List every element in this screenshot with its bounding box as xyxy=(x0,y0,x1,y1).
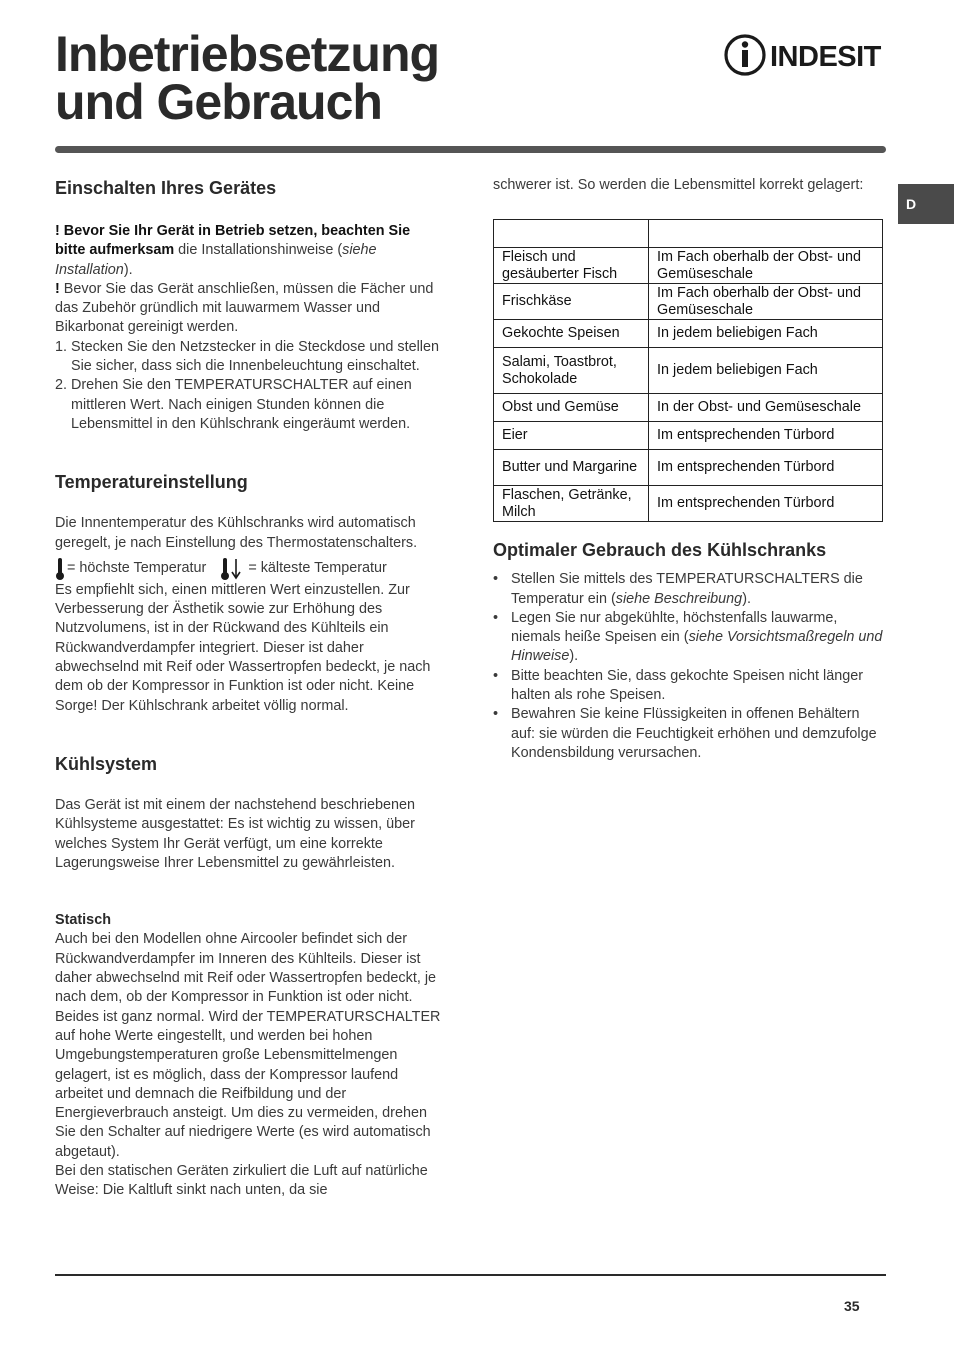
food-cell: Frischkäse xyxy=(494,284,649,320)
step-text: Drehen Sie den TEMPERATURSCHALTER auf einen mittleren Wert. Nach einigen Stunden können die Lebensmittel in den Kühlschrank eingeräumt werden. xyxy=(71,377,412,432)
food-cell: Butter und Margarine xyxy=(494,450,649,486)
temperature-legend xyxy=(55,557,443,581)
page-title-line-1: Inbetriebsetzung xyxy=(55,26,440,82)
warning-reference: siehe Installation xyxy=(55,242,377,278)
warning-text-end: ). xyxy=(123,261,133,278)
tip-reference: siehe Vorsichtsmaßregeln und Hinweise xyxy=(511,629,883,665)
page-title-line-2: und Gebrauch xyxy=(55,74,382,130)
heading-temperatureinstellung: Temperatureinstellung xyxy=(55,472,248,493)
table-header-cell xyxy=(494,220,649,248)
list-item xyxy=(493,705,887,763)
step-number: 1. xyxy=(55,338,68,355)
list-item xyxy=(493,667,887,706)
food-cell: Eier xyxy=(494,422,649,450)
bullet: • xyxy=(493,571,499,588)
place-cell: In jedem beliebigen Fach xyxy=(649,348,883,394)
heading-einschalten: Einschalten Ihres Gerätes xyxy=(55,178,277,198)
table-row xyxy=(494,248,883,284)
table-row xyxy=(494,486,883,522)
footer-divider xyxy=(55,1274,886,1276)
header-divider xyxy=(55,146,886,153)
page-number: 35 xyxy=(844,1298,860,1314)
food-cell: Gekochte Speisen xyxy=(494,320,649,348)
tip-text: Bitte beachten Sie, dass gekochte Speisen nicht länger halten als rohe Speisen. xyxy=(511,667,864,704)
indesit-logo-icon xyxy=(722,32,884,78)
indesit-logo xyxy=(722,32,884,78)
food-cell: Fleisch und gesäuberter Fisch xyxy=(494,248,649,284)
place-cell: Im entsprechenden Türbord xyxy=(649,486,883,522)
table-header-row xyxy=(494,220,883,248)
temperature-intro: Die Innentemperatur des Kühlschranks wird automatisch geregelt, je nach Einstellung des Thermostatenschalters. xyxy=(55,515,418,551)
thermometer-max-icon xyxy=(55,557,65,581)
table-row xyxy=(494,348,883,394)
table-row xyxy=(494,320,883,348)
bullet: • xyxy=(493,609,499,626)
place-cell: Im entsprechenden Türbord xyxy=(649,422,883,450)
heading-kuehlsystem: Kühlsystem xyxy=(55,753,158,774)
warning-mark: ! xyxy=(55,223,60,239)
tip-text-end: ). xyxy=(569,648,579,665)
kuehlsystem-intro: Das Gerät ist mit einem der nachstehend beschriebenen Kühlsysteme ausgestattet: Es ist wichtig zu wissen, über welches System Ihr Gerät verfügt, um eine korrekte Lagerungsweise Ihrer Lebensmittel zu gewährleisten. xyxy=(55,796,415,871)
place-cell: Im Fach oberhalb der Obst- und Gemüseschale xyxy=(649,284,883,320)
list-item xyxy=(55,338,443,377)
tip-text: Legen Sie nur abgekühlte, höchstenfalls lauwarme, niemals heiße Speisen ein ( xyxy=(511,609,838,646)
food-cell: Flaschen, Getränke, Milch xyxy=(494,486,649,522)
table-row xyxy=(494,394,883,422)
table-header-cell xyxy=(649,220,883,248)
warning-cleaning xyxy=(55,280,443,338)
tip-text: Stellen Sie mittels des TEMPERATURSCHALTERS die Temperatur ein ( xyxy=(511,571,863,607)
list-item xyxy=(493,609,887,667)
place-cell: In der Obst- und Gemüseschale xyxy=(649,394,883,422)
place-cell: In jedem beliebigen Fach xyxy=(649,320,883,348)
statisch-body: Auch bei den Modellen ohne Aircooler befindet sich der Rückwandverdampfer im Inneren des Kühlteils. Dieser ist daher abwechselnd mit Reif oder Wassertropfen bedeckt, je nach dem, ob der Kompressor in Funktion ist oder nicht. Beides ist ganz normal. Wird der TEMPERATURSCHALTER auf hohe Werte eingestellt, und werden bei hohen Umgebungstemperaturen große Lebensmittelmengen gelagert, ist es möglich, dass der Kompressor laufend arbeitet und demnach die Reifbildung und der Energieverbrauch ansteigt. Um dies zu vermeiden, drehen Sie den Schalter auf niedrigere Werte (es wird automatisch abgetaut). xyxy=(55,931,441,1160)
bullet: • xyxy=(493,706,499,723)
setup-steps xyxy=(55,338,443,434)
food-cell: Obst und Gemüse xyxy=(494,394,649,422)
list-item xyxy=(493,570,887,609)
max-temp-label: = höchste Temperatur xyxy=(67,560,207,577)
tip-reference: siehe Beschreibung xyxy=(615,590,743,607)
left-column xyxy=(55,176,443,1201)
step-text: Stecken Sie den Netzstecker in die Steckdose und stellen Sie sicher, dass sich die Innenbeleuchtung einschaltet. xyxy=(71,338,439,375)
table-row xyxy=(494,450,883,486)
statisch-body-2: Bei den statischen Geräten zirkuliert die Luft auf natürliche Weise: Die Kaltluft sinkt nach unten, da sie xyxy=(55,1162,428,1199)
usage-tips xyxy=(493,570,887,763)
heading-optimaler-gebrauch: Optimaler Gebrauch des Kühlschranks xyxy=(493,540,827,561)
warning-installation xyxy=(55,222,443,280)
brand-name: INDESIT xyxy=(770,41,881,73)
continued-text: schwerer ist. So werden die Lebensmittel korrekt gelagert: xyxy=(493,177,864,193)
right-column xyxy=(493,176,887,763)
table-row xyxy=(494,284,883,320)
warning-mark: ! xyxy=(55,280,60,297)
thermometer-min-icon xyxy=(220,557,246,581)
temperature-body: Es empfiehlt sich, einen mittleren Wert einzustellen. Zur Verbesserung der Ästhetik sowie zur Erhöhung des Nutzvolumens, ist in der Rückwand des Kühlteils ein Rückwandverdampfer integriert. Dieser ist daher abwechselnd mit Reif oder Wassertropfen bedeckt, je nach dem ob der Kompressor in Funktion ist oder nicht. Keine Sorge! Der Kühlschrank arbeitet völlig normal. xyxy=(55,581,431,714)
min-temp-label: = kälteste Temperatur xyxy=(248,560,387,577)
food-cell: Salami, Toastbrot, Schokolade xyxy=(494,348,649,394)
tip-text: Bewahren Sie keine Flüssigkeiten in offenen Behältern auf: sie würden die Feuchtigkeit erhöhen und demzufolge Kondensbildung verursachen. xyxy=(511,706,877,761)
place-cell: Im entsprechenden Türbord xyxy=(649,450,883,486)
storage-table xyxy=(493,219,883,522)
bullet: • xyxy=(493,667,499,684)
step-number: 2. xyxy=(55,377,68,394)
warning-cleaning-text: Bevor Sie das Gerät anschließen, müssen die Fächer und das Zubehör gründlich mit lauwarmem Wasser und Bikarbonat gereinigt werden. xyxy=(55,280,434,336)
page-title xyxy=(55,26,440,130)
table-row xyxy=(494,422,883,450)
tip-text-end: ). xyxy=(742,590,751,607)
heading-statisch: Statisch xyxy=(55,912,111,929)
warning-text: die Installationshinweise ( xyxy=(174,242,343,259)
language-tab: D xyxy=(898,184,954,224)
list-item xyxy=(55,376,443,434)
place-cell: Im Fach oberhalb der Obst- und Gemüseschale xyxy=(649,248,883,284)
warning-bold-text: Bevor Sie Ihr Gerät in Betrieb setzen, beachten Sie bitte aufmerksam xyxy=(55,223,411,259)
